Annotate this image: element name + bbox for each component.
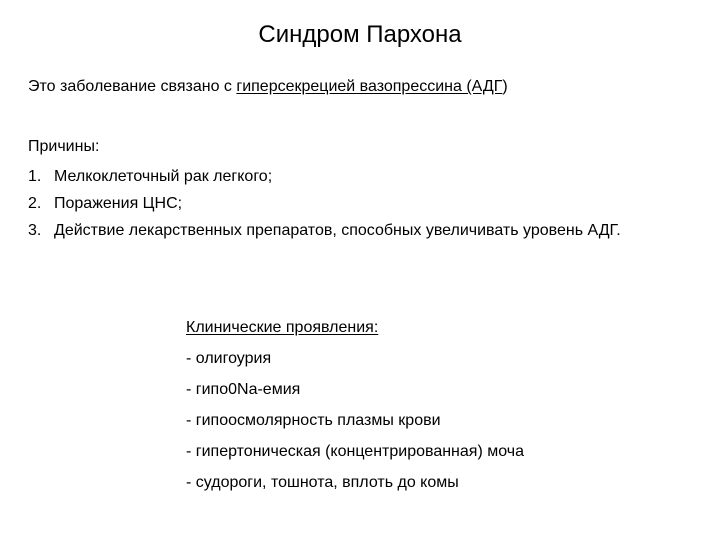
causes-heading: Причины: <box>28 138 100 155</box>
clinical-item: - гипо0Na-емия <box>186 381 301 398</box>
item-text: Мелкоклеточный рак легкого; <box>54 168 273 185</box>
slide-title: Синдром Пархона <box>258 21 462 48</box>
item-number: 1. <box>28 168 42 185</box>
clinical-item: - гипоосмолярность плазмы крови <box>186 412 441 429</box>
intro-underlined-text: гиперсекрецией вазопрессина (АДГ <box>236 78 503 95</box>
intro-prefix: Это заболевание связано с <box>28 78 237 95</box>
item-text: Действие лекарственных препаратов, способных увеличивать уровень АДГ. <box>54 222 621 239</box>
causes-list-item <box>28 190 668 217</box>
intro-suffix: ) <box>502 78 508 95</box>
clinical-section <box>186 313 524 498</box>
intro-line <box>28 76 508 98</box>
item-number: 2. <box>28 195 42 212</box>
clinical-heading: Клинические проявления: <box>186 319 379 336</box>
clinical-item: - гипертоническая (концентрированная) моча <box>186 443 524 460</box>
clinical-item: - судороги, тошнота, вплоть до комы <box>186 474 459 491</box>
item-text: Поражения ЦНС; <box>54 195 183 212</box>
clinical-list <box>186 343 524 498</box>
causes-list <box>28 163 668 244</box>
item-number: 3. <box>28 222 42 239</box>
clinical-item: - олигоурия <box>186 350 272 367</box>
causes-list-item <box>28 163 668 190</box>
causes-list-item <box>28 217 668 244</box>
